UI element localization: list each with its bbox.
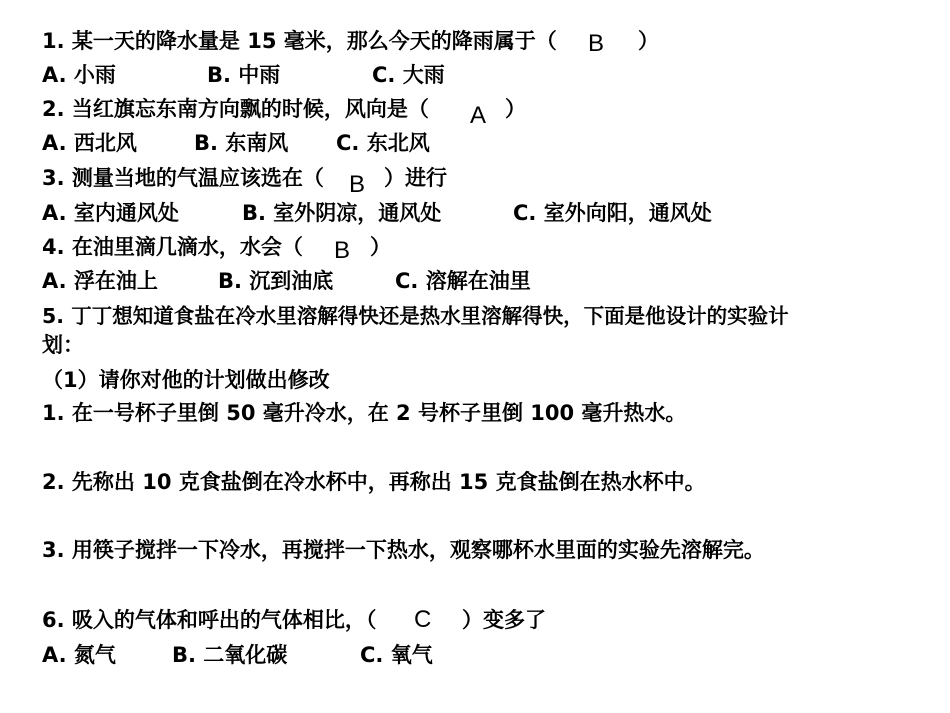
- question-6-option-a: A. 氮气: [42, 643, 116, 667]
- question-5-stem-line-2: 划：: [42, 333, 84, 357]
- question-3-answer: B: [349, 171, 366, 198]
- question-4-close: ）: [370, 235, 391, 259]
- question-4-text: 4. 在油里滴几滴水，水会（: [42, 235, 303, 259]
- question-3-options: [42, 198, 902, 228]
- question-3-text: 3. 测量当地的气温应该选在（: [42, 166, 324, 190]
- question-2-close: ）: [505, 97, 526, 121]
- question-2-option-a: A. 西北风: [42, 131, 137, 155]
- question-3-stem: [42, 163, 324, 193]
- question-4-option-b: B. 沉到油底: [218, 269, 334, 293]
- question-4-option-c: C. 溶解在油里: [395, 269, 531, 293]
- question-1-options: [42, 60, 902, 90]
- question-6-close: ）变多了: [462, 608, 546, 632]
- question-3-option-b: B. 室外阴凉，通风处: [242, 201, 442, 225]
- question-3-option-a: A. 室内通风处: [42, 201, 179, 225]
- question-3-option-c: C. 室外向阳，通风处: [513, 201, 712, 225]
- question-6-answer: C: [414, 606, 432, 633]
- question-6-options: [42, 640, 902, 670]
- question-4-options: [42, 266, 902, 296]
- question-1-close: ）: [638, 29, 659, 53]
- question-1-stem: [42, 26, 557, 56]
- question-1-option-a: A. 小雨: [42, 63, 116, 87]
- question-1-option-b: B. 中雨: [207, 63, 281, 87]
- question-5-step-1: 1. 在一号杯子里倒 50 毫升冷水，在 2 号杯子里倒 100 毫升热水。: [42, 401, 687, 425]
- question-1-option-c: C. 大雨: [372, 63, 445, 87]
- question-6-stem: [42, 605, 376, 635]
- question-2-answer: A: [470, 102, 487, 129]
- question-4-option-a: A. 浮在油上: [42, 269, 158, 293]
- question-4-answer: B: [334, 237, 351, 264]
- question-6-option-c: C. 氧气: [360, 643, 433, 667]
- question-5-stem-line-1: 5. 丁丁想知道食盐在冷水里溶解得快还是热水里溶解得快，下面是他设计的实验计: [42, 304, 789, 328]
- question-2-option-c: C. 东北风: [336, 131, 430, 155]
- question-5-step-3: 3. 用筷子搅拌一下冷水，再搅拌一下热水，观察哪杯水里面的实验先溶解完。: [42, 538, 765, 562]
- question-2-text: 2. 当红旗忘东南方向飘的时候，风向是（: [42, 97, 429, 121]
- question-4-stem: [42, 232, 303, 262]
- question-5-step-2: 2. 先称出 10 克食盐倒在冷水杯中，再称出 15 克食盐倒在热水杯中。: [42, 470, 706, 494]
- question-5-subquestion: （1）请你对他的计划做出修改: [42, 368, 330, 392]
- question-2-option-b: B. 东南风: [194, 131, 289, 155]
- question-1-answer: B: [588, 30, 605, 57]
- question-1-text: 1. 某一天的降水量是 15 毫米，那么今天的降雨属于（: [42, 29, 557, 53]
- question-6-text: 6. 吸入的气体和呼出的气体相比，（: [42, 608, 377, 632]
- question-6-option-b: B. 二氧化碳: [172, 643, 288, 667]
- question-3-close: ）进行: [384, 166, 447, 190]
- question-2-stem: [42, 94, 429, 124]
- question-2-options: [42, 128, 902, 158]
